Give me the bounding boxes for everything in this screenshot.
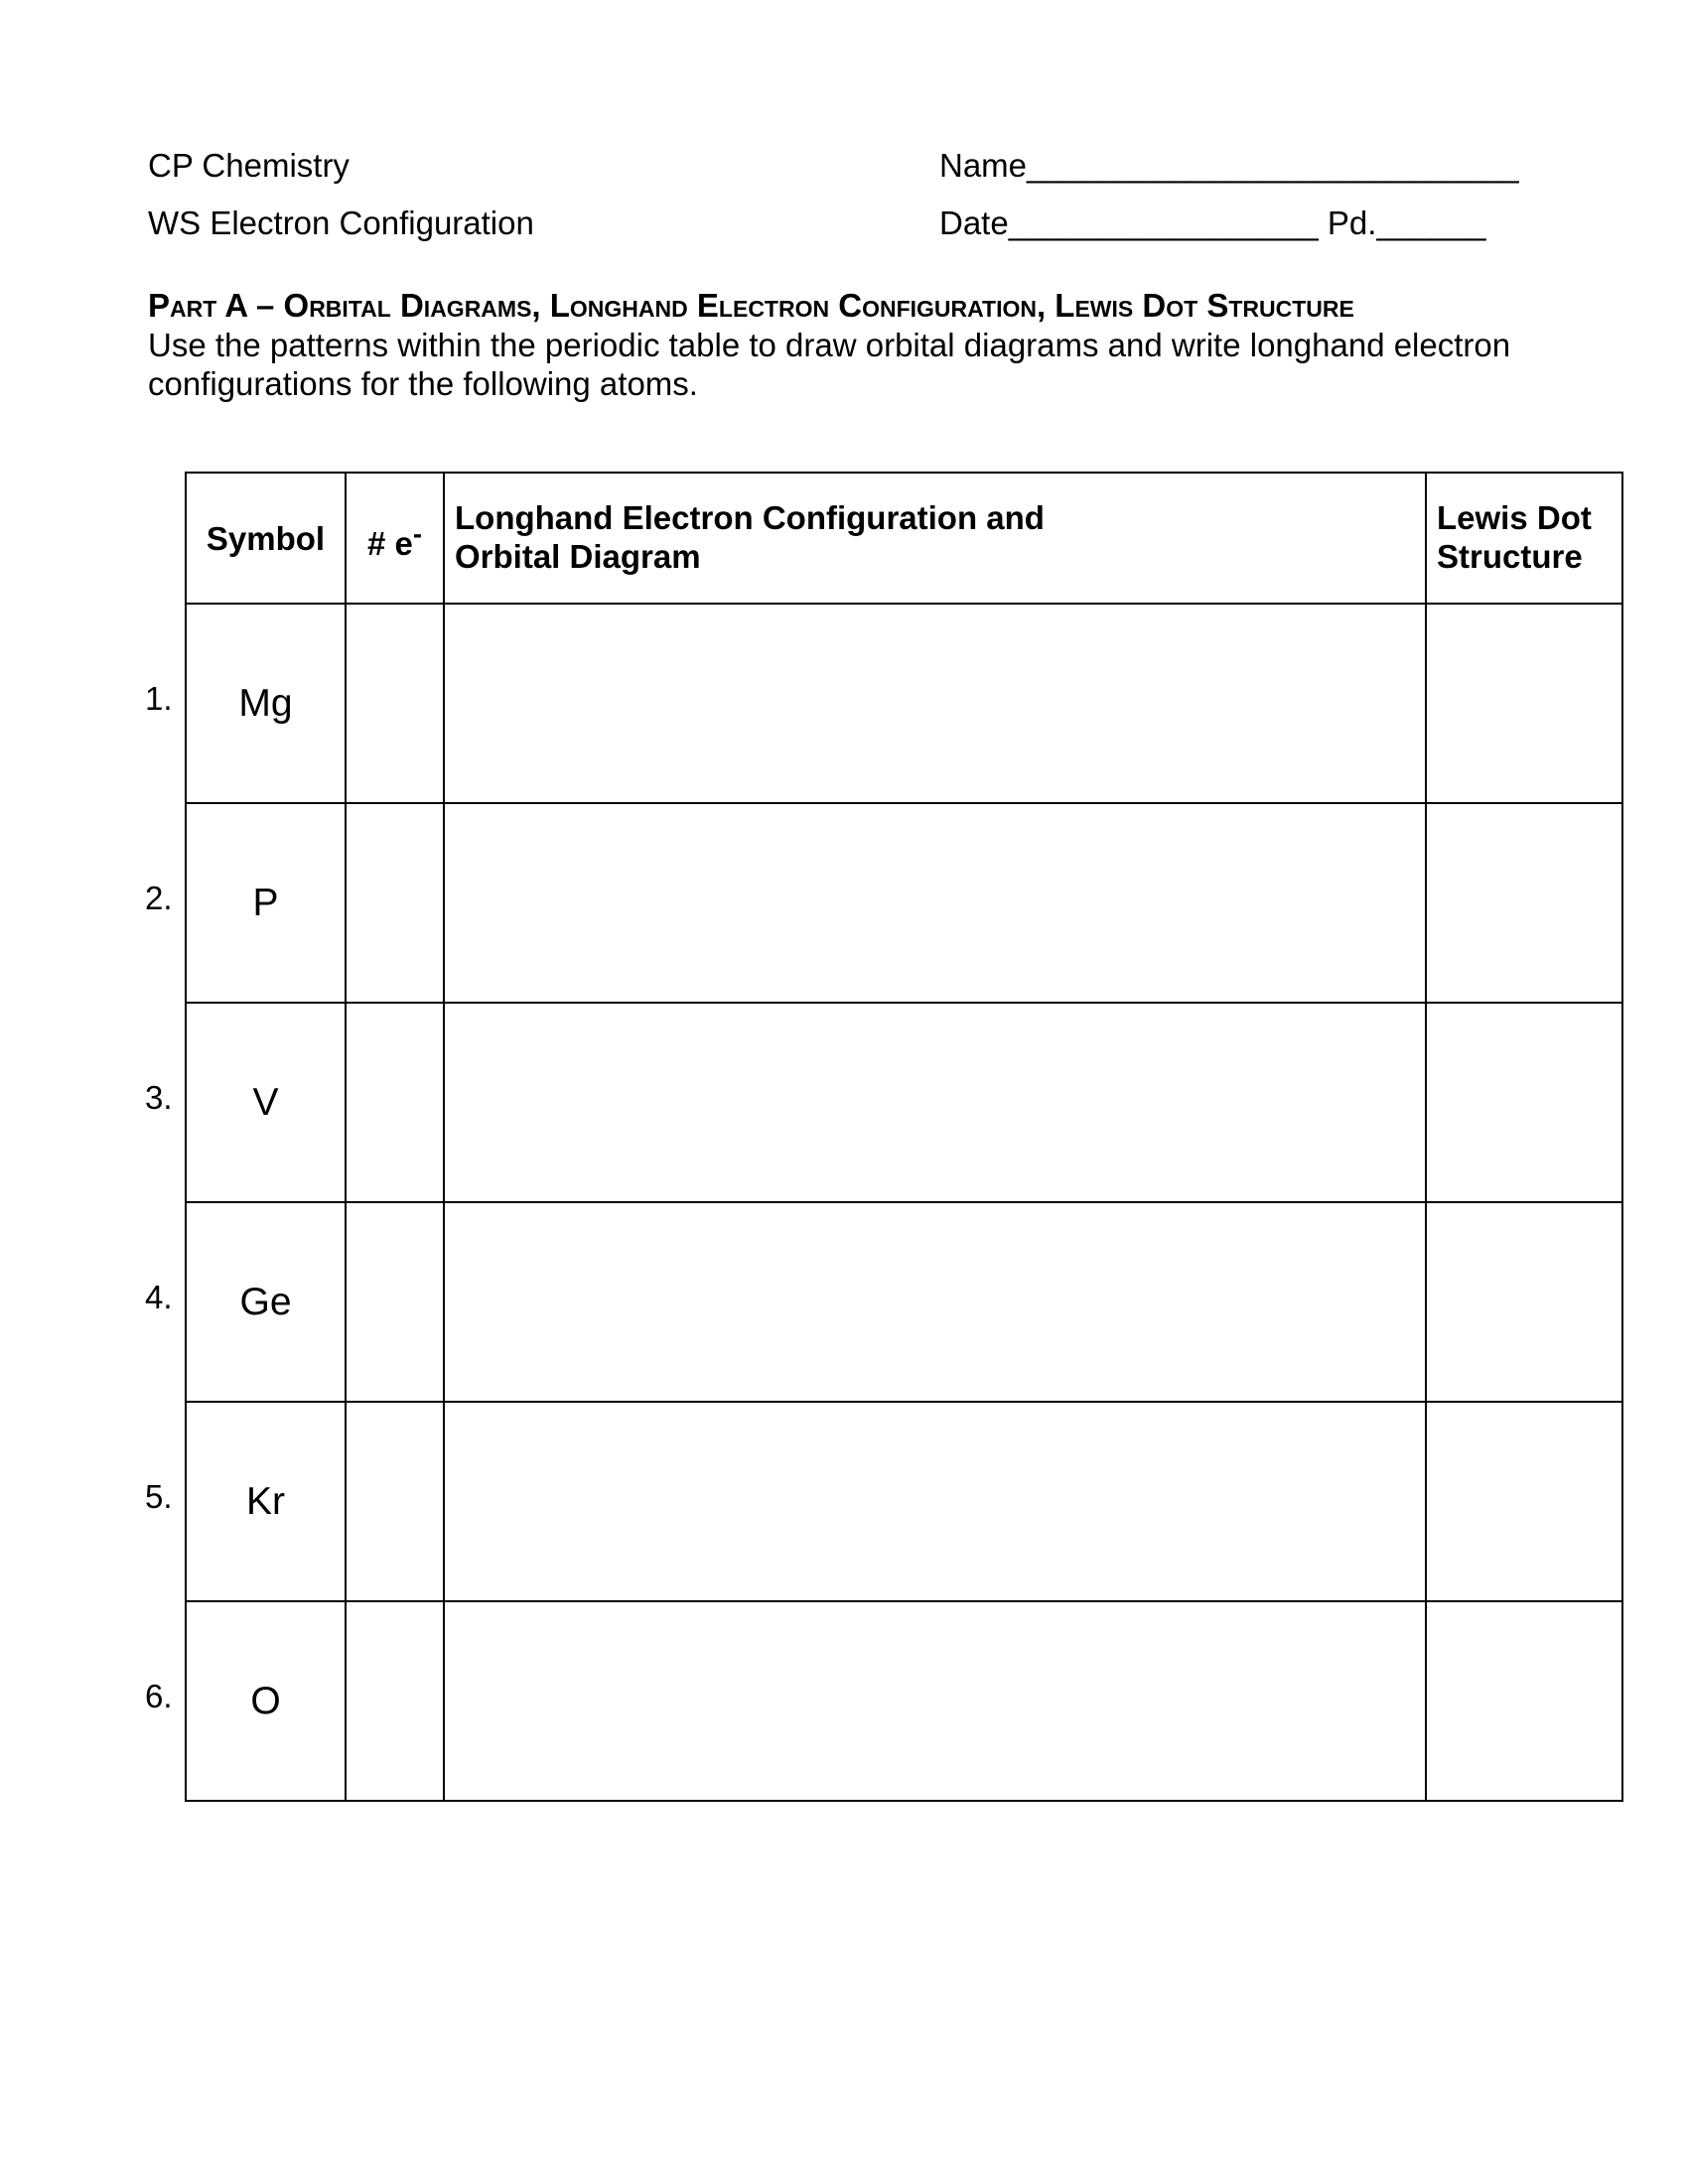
table-row — [186, 1202, 1622, 1402]
row-number: 2. — [145, 880, 173, 916]
course-title: CP Chemistry — [148, 147, 350, 184]
lewis-dot-cell[interactable] — [1426, 803, 1622, 1003]
symbol-column-header: Symbol — [186, 473, 346, 604]
lewis-header-line-1: Lewis Dot — [1437, 499, 1592, 536]
configuration-cell[interactable] — [444, 803, 1426, 1003]
electron-count-cell[interactable] — [346, 1003, 444, 1202]
electron-count-cell[interactable] — [346, 803, 444, 1003]
electron-count-cell[interactable] — [346, 1202, 444, 1402]
part-a-heading — [148, 289, 1354, 322]
name-field[interactable]: Name___________________________ — [939, 147, 1519, 184]
config-header-line-1: Longhand Electron Configuration and — [455, 499, 1045, 536]
row-number: 1. — [145, 680, 173, 717]
configuration-cell[interactable] — [444, 1601, 1426, 1801]
electron-charge-superscript: - — [412, 517, 423, 549]
worksheet-title: WS Electron Configuration — [148, 205, 534, 241]
lewis-dot-cell[interactable] — [1426, 1003, 1622, 1202]
row-number: 3. — [145, 1079, 173, 1116]
configuration-cell[interactable] — [444, 1003, 1426, 1202]
configuration-cell[interactable] — [444, 1402, 1426, 1601]
electron-count-cell[interactable] — [346, 1402, 444, 1601]
configuration-cell[interactable] — [444, 604, 1426, 803]
electron-count-cell[interactable] — [346, 1601, 444, 1801]
table-row — [186, 1402, 1622, 1601]
element-symbol: P — [186, 803, 346, 1003]
lewis-column-header — [1426, 473, 1622, 604]
date-period-field[interactable]: Date_________________ Pd.______ — [939, 205, 1486, 241]
config-column-header — [444, 473, 1426, 604]
electron-count-cell[interactable] — [346, 604, 444, 803]
electron-configuration-table — [185, 472, 1623, 1802]
element-symbol: Kr — [186, 1402, 346, 1601]
row-number: 6. — [145, 1678, 173, 1714]
element-symbol: O — [186, 1601, 346, 1801]
lewis-dot-cell[interactable] — [1426, 1202, 1622, 1402]
table-row — [186, 803, 1622, 1003]
lewis-header-line-2: Structure — [1437, 538, 1583, 575]
lewis-dot-cell[interactable] — [1426, 604, 1622, 803]
element-symbol: Ge — [186, 1202, 346, 1402]
part-a-heading-title: Orbital Diagrams, Longhand Electron Configuration, Lewis Dot Structure — [283, 287, 1354, 324]
row-number: 5. — [145, 1478, 173, 1515]
table-row — [186, 1601, 1622, 1801]
table-row — [186, 1003, 1622, 1202]
part-a-heading-prefix: Part A – — [148, 287, 284, 324]
lewis-dot-cell[interactable] — [1426, 1402, 1622, 1601]
element-symbol: V — [186, 1003, 346, 1202]
table-row — [186, 604, 1622, 803]
table-header-row — [186, 473, 1622, 604]
element-symbol: Mg — [186, 604, 346, 803]
electron-count-column-header — [346, 473, 444, 604]
row-number: 4. — [145, 1279, 173, 1315]
config-header-line-2: Orbital Diagram — [455, 538, 701, 575]
part-a-instructions: Use the patterns within the periodic table to draw orbital diagrams and write longhand electron configurations for the following atoms. — [148, 327, 1511, 402]
lewis-dot-cell[interactable] — [1426, 1601, 1622, 1801]
configuration-cell[interactable] — [444, 1202, 1426, 1402]
electron-count-label: # e — [366, 524, 413, 562]
